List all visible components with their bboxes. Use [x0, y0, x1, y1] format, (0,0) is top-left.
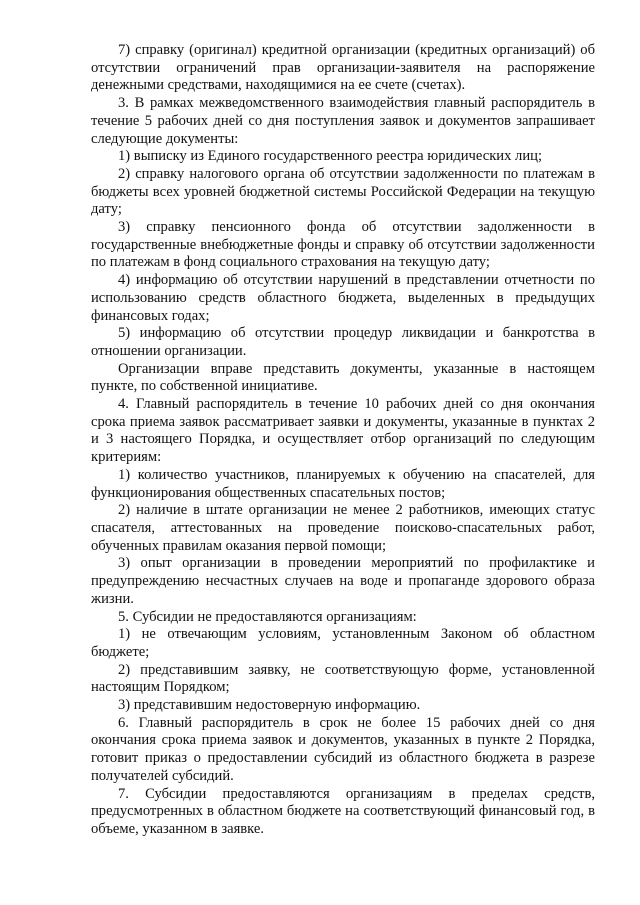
paragraph-refusal-1: 1) не отвечающим условиям, установленным Законом об областном бюджете;	[91, 626, 595, 660]
paragraph-item-5-liquidation-info: 5) информацию об отсутствии процедур ликвидации и банкротства в отношении организации.	[91, 325, 595, 359]
paragraph-item-1-registry-extract: 1) выписку из Единого государственного реестра юридических лиц;	[118, 148, 543, 165]
document-page	[91, 42, 595, 839]
paragraph-item-2-tax-certificate: 2) справку налогового органа об отсутствии задолженности по платежам в бюджеты всех уровней бюджетной системы Российской Федерации на текущую дату;	[91, 165, 595, 218]
paragraph-item-3-pension-certificate: 3) справку пенсионного фонда об отсутствии задолженности в государственные внебюджетные фонды и справку об отсутствии задолженности по платежам в фонд социального страхования на текущую дату;	[91, 219, 595, 271]
paragraph-section-3: 3. В рамках межведомственного взаимодействия главный распорядитель в течение 5 рабочих дней со дня поступления заявок и документов запрашивает следующие документы:	[91, 95, 595, 147]
paragraph-refusal-2: 2) представившим заявку, не соответствующую форме, установленной настоящим Порядком;	[91, 661, 595, 696]
paragraph-own-initiative: Организации вправе представить документы, указанные в настоящем пункте, по собственной инициативе.	[91, 360, 595, 395]
paragraph-criterion-2: 2) наличие в штате организации не менее 2 работников, имеющих статус спасателя, аттестованных на проведение поисково-спасательных работ, обученных правилам оказания первой помощи;	[91, 502, 595, 554]
paragraph-item-7-bank-certificate: 7) справку (оригинал) кредитной организации (кредитных организаций) об отсутствии ограничений прав организации-заявителя на распоряжение денежными средствами, находящимися на ее счете (счетах).	[91, 42, 595, 94]
paragraph-refusal-3: 3) представившим недостоверную информацию.	[118, 697, 421, 714]
paragraph-section-5: 5. Субсидии не предоставляются организациям:	[118, 608, 417, 625]
paragraph-section-7: 7. Субсидии предоставляются организациям в пределах средств, предусмотренных в областном бюджете на соответствующий финансовый год, в объеме, указанном в заявке.	[91, 785, 595, 837]
paragraph-section-4: 4. Главный распорядитель в течение 10 рабочих дней со дня окончания срока приема заявок рассматривает заявки и документы, указанные в пунктах 2 и 3 настоящего Порядка, и осуществляет отбор организаций по следующим критериям:	[91, 396, 595, 466]
paragraph-criterion-1: 1) количество участников, планируемых к обучению на спасателей, для функционирования общественных спасательных постов;	[91, 466, 595, 501]
paragraph-item-4-reporting-info: 4) информацию об отсутствии нарушений в представлении отчетности по использованию средств областного бюджета, выделенных в предыдущих финансовых годах;	[91, 272, 595, 324]
paragraph-criterion-3: 3) опыт организации в проведении мероприятий по профилактике и предупреждению несчастных случаев на воде и пропаганде здорового образа жизни.	[91, 555, 595, 607]
paragraph-section-6: 6. Главный распорядитель в срок не более 15 рабочих дней со дня окончания срока приема заявок и документов, указанных в пункте 2 Порядка, готовит приказ о предоставлении субсидий из областного бюджета в разрезе получателей субсидий.	[91, 714, 595, 784]
